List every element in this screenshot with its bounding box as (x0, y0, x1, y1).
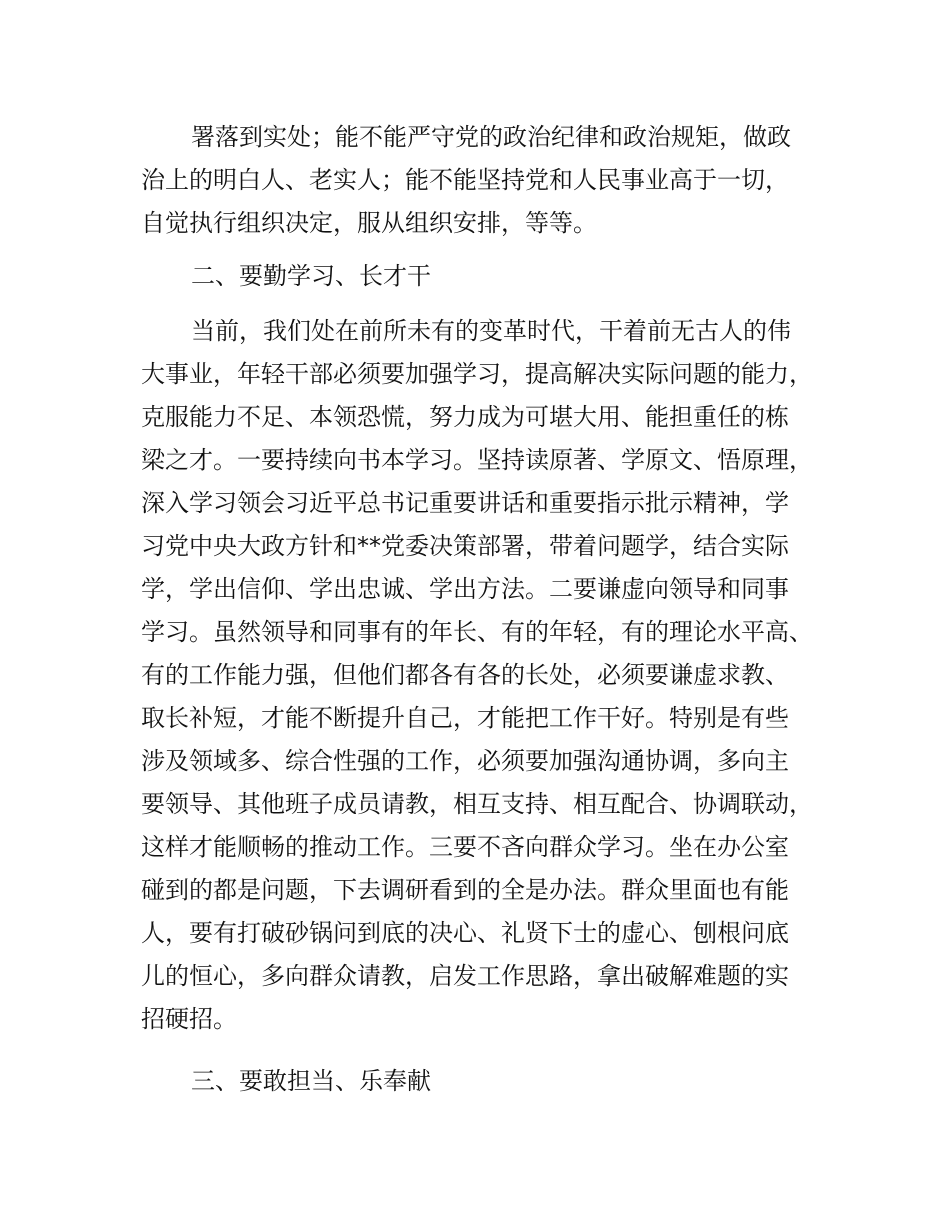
paragraph-2-line-1: 当前，我们处在前所未有的变革时代，干着前无古人的伟 (191, 317, 791, 345)
paragraph-1-line-3: 自觉执行组织决定，服从组织安排，等等。 (141, 209, 597, 237)
paragraph-2-line-11: 涉及领域多、综合性强的工作，必须要加强沟通协调，多向主 (141, 747, 789, 775)
paragraph-2-line-3: 克服能力不足、本领恐慌，努力成为可堪大用、能担重任的栋 (141, 403, 789, 431)
paragraph-2-line-17: 招硬招。 (141, 1005, 237, 1033)
paragraph-1-line-1: 署落到实处；能不能严守党的政治纪律和政治规矩，做政 (191, 123, 791, 151)
paragraph-2-line-7: 学，学出信仰、学出忠诚、学出方法。二要谦虚向领导和同事 (141, 575, 789, 603)
paragraph-2-line-14: 碰到的都是问题，下去调研看到的全是办法。群众里面也有能 (141, 876, 789, 904)
section-2-heading: 二、要勤学习、长才干 (191, 262, 431, 290)
paragraph-2-line-6: 习党中央大政方针和**党委决策部署，带着问题学，结合实际 (141, 532, 789, 560)
paragraph-1-line-2: 治上的明白人、老实人；能不能坚持党和人民事业高于一切， (141, 166, 789, 194)
paragraph-2-line-9: 有的工作能力强，但他们都各有各的长处，必须要谦虚求教、 (141, 661, 789, 689)
paragraph-2-line-15: 人，要有打破砂锅问到底的决心、礼贤下士的虚心、刨根问底 (141, 919, 789, 947)
paragraph-2-line-13: 这样才能顺畅的推动工作。三要不吝向群众学习。坐在办公室 (141, 833, 789, 861)
paragraph-2-line-16: 儿的恒心，多向群众请教，启发工作思路，拿出破解难题的实 (141, 962, 789, 990)
paragraph-2-line-12: 要领导、其他班子成员请教，相互支持、相互配合、协调联动， (141, 790, 813, 818)
paragraph-2-line-8: 学习。虽然领导和同事有的年长、有的年轻，有的理论水平高、 (141, 618, 813, 646)
section-3-heading: 三、要敢担当、乐奉献 (191, 1067, 431, 1095)
paragraph-2-line-2: 大事业，年轻干部必须要加强学习，提高解决实际问题的能力， (141, 360, 813, 388)
paragraph-2-line-5: 深入学习领会习近平总书记重要讲话和重要指示批示精神，学 (141, 489, 789, 517)
paragraph-2-line-10: 取长补短，才能不断提升自己，才能把工作干好。特别是有些 (141, 704, 789, 732)
paragraph-2-line-4: 梁之才。一要持续向书本学习。坚持读原著、学原文、悟原理， (141, 446, 813, 474)
